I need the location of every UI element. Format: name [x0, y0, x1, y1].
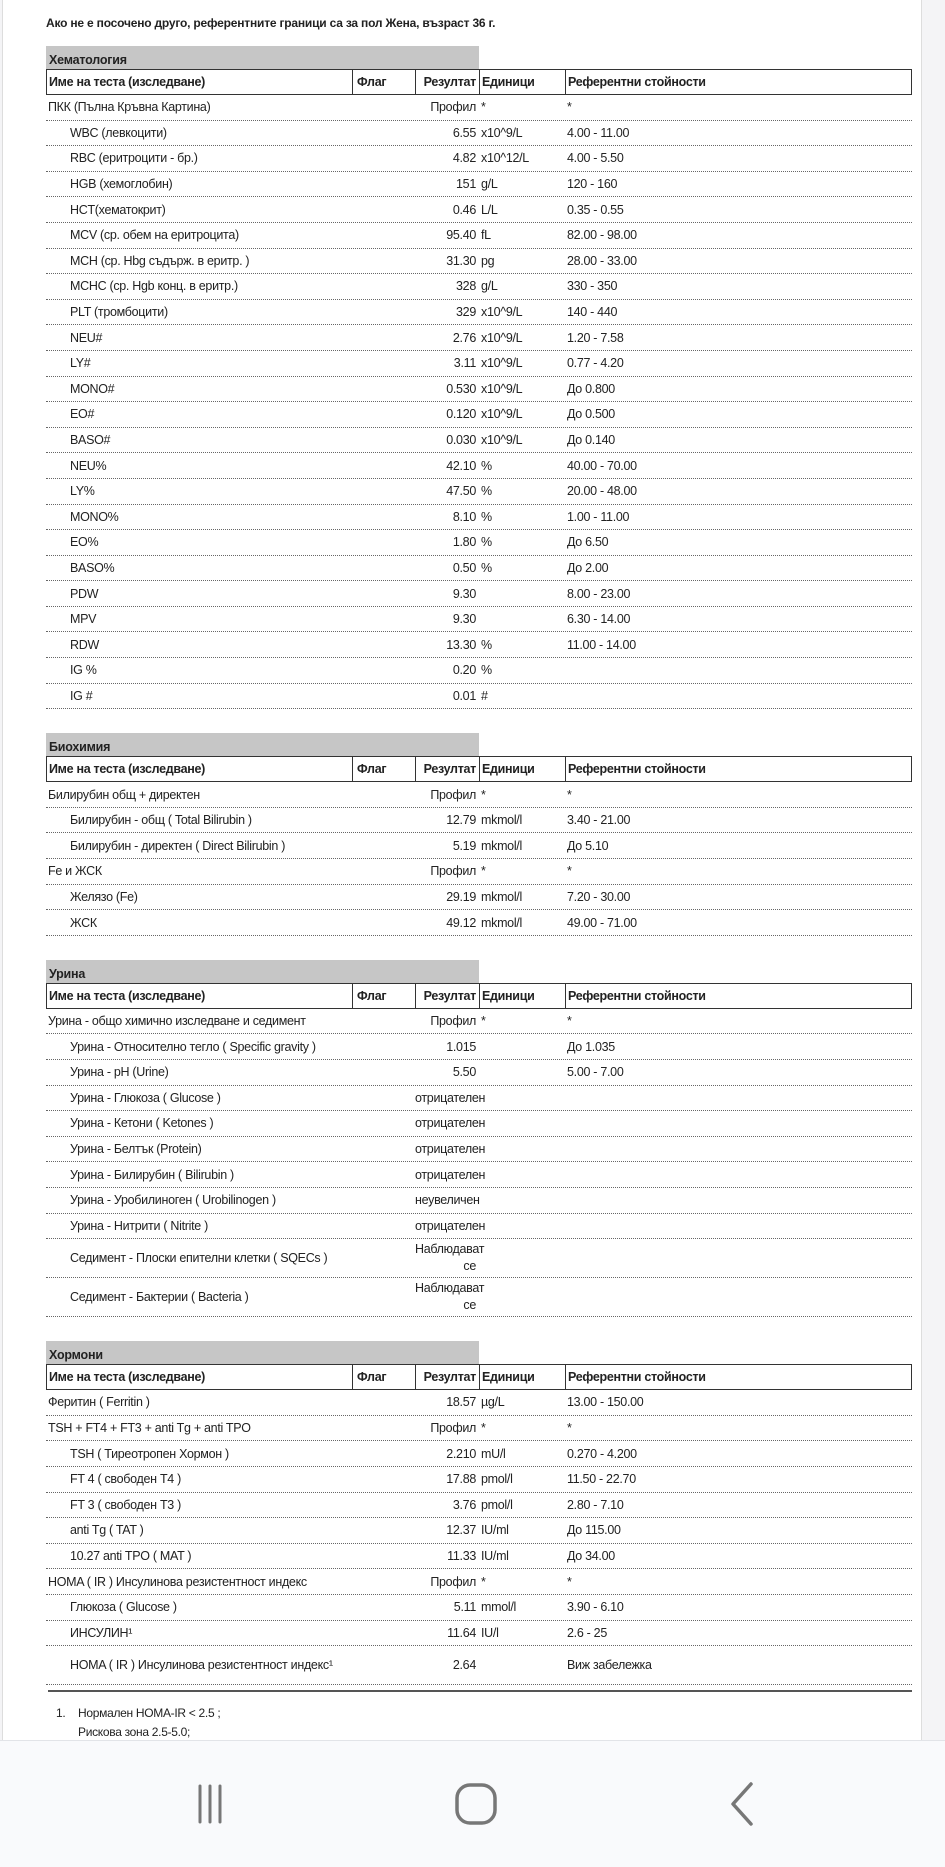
table-row: [46, 121, 912, 147]
test-reference: 7.20 - 30.00: [567, 889, 631, 904]
test-units: x10^12/L: [481, 151, 529, 166]
test-units: *: [481, 1574, 486, 1589]
test-units: IU/ml: [481, 1523, 509, 1538]
table-row: [46, 1646, 912, 1685]
test-name: RBC (еритроцити - бр.): [70, 151, 198, 166]
test-result: отрицателен: [415, 1218, 486, 1233]
test-result: 42.10: [446, 458, 476, 473]
table-row: [46, 197, 912, 223]
test-units: *: [481, 100, 486, 115]
test-units: µg/L: [481, 1395, 505, 1410]
test-reference: 8.00 - 23.00: [567, 586, 631, 601]
test-name: TSH ( Тиреотропен Хормон ): [70, 1446, 229, 1461]
test-name: Глюкоза ( Glucose ): [70, 1600, 177, 1615]
column-header-name: Име на теста (изследване): [47, 984, 353, 1008]
table-header: [46, 983, 912, 1009]
test-units: g/L: [481, 177, 498, 192]
test-units: %: [481, 663, 492, 678]
column-header-ref: Референтни стойности: [568, 75, 706, 89]
test-result: 29.19: [446, 889, 476, 904]
test-name: PDW: [70, 586, 99, 601]
table-row: [46, 146, 912, 172]
table-row: [46, 1214, 912, 1240]
test-reference: 11.00 - 14.00: [567, 637, 636, 652]
test-result: Наблюдават се: [415, 1281, 485, 1313]
test-name: Седимент - Бактерии ( Bacteria ): [70, 1289, 249, 1304]
table-row: [46, 1239, 912, 1278]
column-header-result: Резултат: [416, 1365, 480, 1389]
test-units: *: [481, 787, 486, 802]
test-result: 12.37: [446, 1523, 476, 1538]
table-row: [46, 428, 912, 454]
test-reference: 4.00 - 11.00: [567, 125, 630, 140]
test-result: 5.50: [452, 1065, 476, 1080]
table-row: [46, 1416, 912, 1442]
column-header-name: Име на теста (изследване): [47, 757, 353, 781]
section-title: Биохимия: [46, 733, 479, 756]
test-reference: 0.35 - 0.55: [567, 202, 624, 217]
test-name: Билирубин общ + директен: [48, 787, 200, 802]
table-row: [46, 684, 912, 710]
test-reference: До 0.800: [567, 381, 615, 396]
table-row: [46, 1278, 912, 1317]
test-result: Наблюдават се: [415, 1242, 485, 1274]
test-result: 0.01: [452, 688, 476, 703]
test-result: отрицателен: [415, 1167, 486, 1182]
table-row: [46, 1467, 912, 1493]
table-row: [46, 172, 912, 198]
section-1: [46, 733, 912, 936]
test-units: %: [481, 509, 492, 524]
footnote-item: [48, 1692, 912, 1740]
test-name: Урина - общо химично изследване и седимент: [48, 1014, 306, 1029]
test-name: Урина - Относително тегло ( Specific gravity ): [70, 1039, 316, 1054]
column-header-units: Единици: [480, 984, 566, 1008]
test-result: 0.20: [452, 663, 476, 678]
test-result: 47.50: [446, 484, 476, 499]
test-units: x10^9/L: [481, 433, 523, 448]
test-reference: 1.00 - 11.00: [567, 509, 630, 524]
test-result: Профил: [430, 100, 476, 115]
test-name: HOMA ( IR ) Инсулинова резистентност индекс: [48, 1574, 307, 1589]
column-header-result: Резултат: [416, 757, 480, 781]
section-2: [46, 960, 912, 1317]
test-reference: 13.00 - 150.00: [567, 1395, 644, 1410]
test-result: 0.46: [452, 202, 476, 217]
test-result: 329: [456, 305, 476, 320]
test-result: отрицателен: [415, 1142, 486, 1157]
test-result: 1.015: [446, 1039, 476, 1054]
table-row: [46, 1137, 912, 1163]
table-row: [46, 1595, 912, 1621]
table-row: [46, 1621, 912, 1647]
test-name: Билирубин - общ ( Total Bilirubin ): [70, 813, 252, 828]
test-result: 9.30: [452, 586, 476, 601]
test-units: IU/ml: [481, 1549, 509, 1564]
test-result: 11.33: [447, 1549, 476, 1564]
test-reference: До 2.00: [567, 560, 609, 575]
test-units: L/L: [481, 202, 498, 217]
test-name: Урина - Белтък (Protein): [70, 1142, 202, 1157]
table-row: [46, 1188, 912, 1214]
table-row: [46, 1060, 912, 1086]
footnote-line: Рискова зона 2.5-5.0;: [78, 1725, 191, 1739]
section-title: Хормони: [46, 1341, 479, 1364]
test-reference: До 0.500: [567, 407, 615, 422]
test-result: Профил: [430, 787, 476, 802]
back-icon: [727, 1781, 757, 1827]
test-name: EO#: [70, 407, 95, 422]
table-row: [46, 859, 912, 885]
test-name: ИНСУЛИН¹: [70, 1625, 133, 1640]
test-name: anti Tg ( TAT ): [70, 1523, 144, 1538]
test-units: %: [481, 535, 492, 550]
test-reference: *: [567, 1574, 572, 1589]
test-result: 17.88: [446, 1472, 476, 1487]
test-reference: 49.00 - 71.00: [567, 915, 637, 930]
table-row: [46, 402, 912, 428]
home-button[interactable]: [446, 1779, 506, 1829]
test-result: 0.530: [446, 381, 476, 396]
test-result: 8.10: [452, 509, 476, 524]
test-result: 18.57: [446, 1395, 476, 1410]
test-units: x10^9/L: [481, 330, 523, 345]
table-row: [46, 351, 912, 377]
test-name: ЖСК: [70, 915, 97, 930]
table-row: [46, 505, 912, 531]
test-units: %: [481, 458, 492, 473]
test-reference: До 1.035: [567, 1039, 615, 1054]
table-header: [46, 756, 912, 782]
test-name: MCH (ср. Hbg съдърж. в еритр. ): [70, 253, 250, 268]
test-result: 4.82: [452, 151, 476, 166]
test-name: FT 3 ( свободен T3 ): [70, 1497, 181, 1512]
table-row: [46, 1162, 912, 1188]
test-name: Урина - Кетони ( Ketones ): [70, 1116, 214, 1131]
test-reference: 3.40 - 21.00: [567, 813, 631, 828]
column-header-flag: Флаг: [353, 70, 416, 94]
column-header-name: Име на теста (изследване): [47, 1365, 353, 1389]
section-title: Урина: [46, 960, 479, 983]
test-name: IG %: [70, 663, 97, 678]
column-header-flag: Флаг: [353, 984, 416, 1008]
home-icon: [454, 1782, 498, 1826]
test-reference: 2.6 - 25: [567, 1625, 607, 1640]
test-reference: 40.00 - 70.00: [567, 458, 637, 473]
test-result: 0.120: [446, 407, 476, 422]
test-result: 6.55: [452, 125, 476, 140]
test-name: MCHC (ср. Hgb конц. в еритр.): [70, 279, 238, 294]
table-row: [46, 1111, 912, 1137]
test-name: LY#: [70, 356, 91, 371]
test-result: Профил: [430, 1574, 476, 1589]
test-name: Урина - Уробилиноген ( Urobilinogen ): [70, 1193, 276, 1208]
test-result: Профил: [430, 1014, 476, 1029]
test-units: pg: [481, 253, 495, 268]
table-row: [46, 249, 912, 275]
section-title: Хематология: [46, 46, 479, 69]
test-name: MCV (ср. обем на еритроцита): [70, 228, 239, 243]
table-row: [46, 1493, 912, 1519]
test-name: EO%: [70, 535, 99, 550]
column-header-ref: Референтни стойности: [568, 1370, 706, 1385]
table-row: [46, 1034, 912, 1060]
test-result: 2.64: [452, 1657, 476, 1672]
table-row: [46, 300, 912, 326]
test-units: x10^9/L: [481, 305, 523, 320]
back-button[interactable]: [712, 1779, 772, 1829]
test-result: 49.12: [446, 915, 476, 930]
test-name: HOMA ( IR ) Инсулинова резистентност индекс¹: [70, 1657, 333, 1672]
test-name: Fe и ЖСК: [48, 864, 102, 879]
table-row: [46, 808, 912, 834]
table-row: [46, 581, 912, 607]
table-row: [46, 325, 912, 351]
test-name: Феритин ( Ferritin ): [48, 1395, 150, 1410]
test-units: mkmol/l: [481, 889, 522, 904]
column-header-units: Единици: [480, 757, 566, 781]
column-header-units: Единици: [480, 1365, 566, 1389]
table-row: [46, 223, 912, 249]
test-reference: 4.00 - 5.50: [567, 151, 624, 166]
test-reference: До 5.10: [567, 838, 609, 853]
table-row: [46, 658, 912, 684]
column-header-result: Резултат: [416, 984, 480, 1008]
test-reference: До 115.00: [567, 1523, 621, 1538]
test-reference: 330 - 350: [567, 279, 618, 294]
test-units: mkmol/l: [481, 838, 522, 853]
table-row: [46, 1390, 912, 1416]
test-name: IG #: [70, 688, 93, 703]
test-units: *: [481, 864, 486, 879]
test-units: mkmol/l: [481, 813, 522, 828]
test-name: NEU%: [70, 458, 107, 473]
table-row: [46, 833, 912, 859]
test-units: pmol/l: [481, 1497, 513, 1512]
table-row: [46, 607, 912, 633]
test-name: MPV: [70, 612, 97, 627]
test-reference: *: [567, 1421, 572, 1436]
test-units: x10^9/L: [481, 125, 523, 140]
test-reference: 11.50 - 22.70: [567, 1472, 636, 1487]
test-units: *: [481, 1421, 486, 1436]
footnote-line: Нормален HOMA-IR < 2.5 ;: [78, 1706, 221, 1720]
test-result: Профил: [430, 1421, 476, 1436]
test-reference: 6.30 - 14.00: [567, 612, 631, 627]
test-units: %: [481, 637, 492, 652]
test-units: x10^9/L: [481, 381, 523, 396]
test-reference: До 0.140: [567, 433, 615, 448]
lab-report-document: [2, 0, 922, 1740]
test-reference: 82.00 - 98.00: [567, 228, 637, 243]
test-name: WBC (левкоцити): [70, 125, 167, 140]
test-result: 95.40: [446, 228, 476, 243]
test-name: Урина - pH (Urine): [70, 1065, 169, 1080]
test-result: 1.80: [452, 535, 476, 550]
test-reference: 0.270 - 4.200: [567, 1446, 637, 1461]
section-3: [46, 1341, 912, 1685]
table-row: [46, 95, 912, 121]
table-row: [46, 782, 912, 808]
column-header-ref: Референтни стойности: [568, 988, 706, 1003]
column-header-flag: Флаг: [353, 1365, 416, 1389]
test-name: BASO%: [70, 560, 115, 575]
table-row: [46, 885, 912, 911]
table-header: [46, 1364, 912, 1390]
test-name: HCT(хематокрит): [70, 202, 166, 217]
test-name: PLT (тромбоцити): [70, 305, 168, 320]
test-units: *: [481, 1014, 486, 1029]
test-units: x10^9/L: [481, 407, 523, 422]
test-units: mmol/l: [481, 1600, 517, 1615]
footnotes: [48, 1690, 912, 1740]
test-units: %: [481, 560, 492, 575]
test-name: Желязо (Fe): [70, 889, 138, 904]
test-reference: До 34.00: [567, 1549, 615, 1564]
test-name: BASO#: [70, 433, 111, 448]
test-result: 0.50: [452, 560, 476, 575]
table-header: [46, 69, 912, 95]
column-header-units: Единици: [480, 70, 566, 94]
test-name: HGB (хемоглобин): [70, 177, 173, 192]
test-name: RDW: [70, 637, 99, 652]
recent-apps-button[interactable]: [180, 1779, 240, 1829]
test-reference: 28.00 - 33.00: [567, 253, 637, 268]
test-name: MONO#: [70, 381, 115, 396]
table-row: [46, 453, 912, 479]
column-header-flag: Флаг: [353, 757, 416, 781]
test-name: Билирубин - директен ( Direct Bilirubin ): [70, 838, 286, 853]
test-reference: 3.90 - 6.10: [567, 1600, 624, 1615]
results-sections: [46, 46, 912, 1709]
test-units: #: [481, 688, 488, 703]
test-name: Урина - Нитрити ( Nitrite ): [70, 1218, 208, 1233]
test-result: 2.210: [446, 1446, 476, 1461]
test-name: 10.27 anti TPO ( MAT ): [70, 1549, 192, 1564]
test-reference: 120 - 160: [567, 177, 618, 192]
section-0: [46, 46, 912, 709]
test-result: отрицателен: [415, 1116, 486, 1131]
test-reference: 2.80 - 7.10: [567, 1497, 624, 1512]
column-header-ref: Референтни стойности: [568, 762, 706, 777]
test-units: fL: [481, 228, 491, 243]
table-row: [46, 1518, 912, 1544]
test-result: 328: [456, 279, 476, 294]
test-result: 3.76: [452, 1497, 476, 1512]
test-name: TSH + FT4 + FT3 + anti Tg + anti TPO: [48, 1421, 251, 1436]
table-row: [46, 1544, 912, 1570]
recent-apps-icon: [195, 1784, 225, 1824]
table-row: [46, 1441, 912, 1467]
test-result: 5.11: [453, 1600, 476, 1615]
table-row: [46, 910, 912, 936]
test-reference: 20.00 - 48.00: [567, 484, 637, 499]
test-reference: *: [567, 1014, 572, 1029]
test-result: неувеличен: [415, 1193, 480, 1208]
test-result: 2.76: [452, 330, 476, 345]
test-result: 9.30: [452, 612, 476, 627]
test-reference: До 6.50: [567, 535, 609, 550]
test-result: 3.11: [453, 356, 476, 371]
test-units: mkmol/l: [481, 915, 522, 930]
column-header-name: Име на теста (изследване): [47, 70, 353, 94]
test-result: 31.30: [446, 253, 476, 268]
test-reference: 1.20 - 7.58: [567, 330, 624, 345]
test-name: FT 4 ( свободен T4 ): [70, 1472, 181, 1487]
test-result: 5.19: [452, 838, 476, 853]
test-name: LY%: [70, 484, 95, 499]
test-units: x10^9/L: [481, 356, 523, 371]
table-row: [46, 479, 912, 505]
test-result: Профил: [430, 864, 476, 879]
test-reference: 0.77 - 4.20: [567, 356, 624, 371]
test-result: отрицателен: [415, 1090, 486, 1105]
table-row: [46, 377, 912, 403]
test-result: 13.30: [446, 637, 476, 652]
test-result: 12.79: [446, 813, 476, 828]
column-header-result: Резултат: [416, 70, 480, 94]
table-row: [46, 1086, 912, 1112]
test-reference: *: [567, 864, 572, 879]
reference-note: Ако не е посочено друго, референтните граници са за пол Жена, възраст 36 г.: [46, 16, 496, 30]
table-row: [46, 632, 912, 658]
test-reference: *: [567, 787, 572, 802]
test-units: %: [481, 484, 492, 499]
test-name: NEU#: [70, 330, 103, 345]
test-name: Урина - Билирубин ( Bilirubin ): [70, 1167, 234, 1182]
system-navigation-bar: [0, 1740, 945, 1867]
test-name: ПКК (Пълна Кръвна Картина): [48, 100, 211, 115]
table-row: [46, 274, 912, 300]
test-result: 151: [456, 177, 476, 192]
test-reference: 5.00 - 7.00: [567, 1065, 624, 1080]
test-result: 11.64: [447, 1625, 476, 1640]
test-name: MONO%: [70, 509, 119, 524]
test-units: g/L: [481, 279, 498, 294]
test-name: Урина - Глюкоза ( Glucose ): [70, 1090, 221, 1105]
footnote-number: 1.: [56, 1706, 66, 1720]
test-units: mU/l: [481, 1446, 506, 1461]
test-reference: Виж забележка: [567, 1657, 652, 1672]
table-row: [46, 530, 912, 556]
test-name: Седимент - Плоски епителни клетки ( SQECs ): [70, 1250, 328, 1265]
test-units: IU/l: [481, 1625, 499, 1640]
table-row: [46, 556, 912, 582]
table-row: [46, 1009, 912, 1035]
test-reference: 140 - 440: [567, 305, 618, 320]
test-result: 0.030: [446, 433, 476, 448]
test-reference: *: [567, 100, 572, 115]
table-row: [46, 1569, 912, 1595]
test-units: pmol/l: [481, 1472, 513, 1487]
